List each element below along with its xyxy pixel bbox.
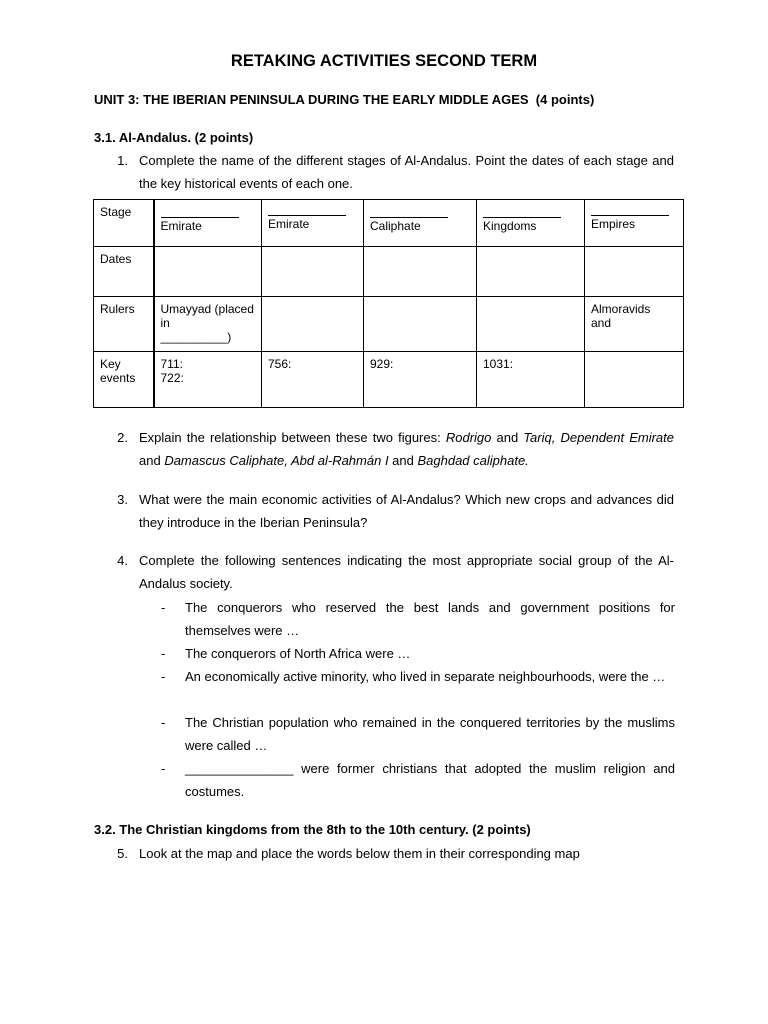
question-2-text [139, 426, 674, 472]
row-label-key-events: Key events [94, 352, 154, 408]
rulers-cell[interactable] [262, 297, 364, 352]
dates-cell[interactable] [585, 247, 684, 297]
q2-rodrigo: Rodrigo [445, 430, 492, 445]
bullet-item: An economically active minority, who lived in separate neighbourhoods, were the … [185, 669, 666, 684]
question-5-text: Look at the map and place the words below them in their corresponding map [139, 846, 580, 861]
stage-cell [262, 200, 364, 247]
event-year: 711: [160, 357, 183, 371]
rulers-cell[interactable] [477, 297, 585, 352]
stages-table [93, 199, 684, 408]
ruler-blank[interactable]: __________ [160, 330, 228, 344]
stage-name: Emirate [268, 217, 310, 231]
section-heading-christian-kingdoms: 3.2. The Christian kingdoms from the 8th to the 10th century. (2 points) [94, 822, 531, 837]
row-label-rulers: Rulers [94, 297, 154, 352]
q2-part: and [491, 430, 524, 445]
blank-line[interactable] [161, 205, 239, 218]
table-row [94, 200, 684, 247]
q2-baghdad: Baghdad caliphate. [417, 453, 529, 468]
question-number: 2. [117, 430, 128, 445]
key-events-cell[interactable] [585, 352, 684, 408]
stage-cell [585, 200, 684, 247]
table-row [94, 297, 684, 352]
ruler-text: Almoravids and [591, 302, 651, 330]
table-row [94, 352, 684, 408]
blank-line[interactable] [591, 205, 669, 216]
dates-cell[interactable] [477, 247, 585, 297]
key-events-cell [154, 352, 262, 408]
stage-name: Kingdoms [483, 219, 537, 233]
bullet-dash: - [161, 761, 166, 776]
event-year: 1031: [483, 357, 514, 371]
key-events-cell [262, 352, 364, 408]
dates-cell[interactable] [364, 247, 477, 297]
dates-cell[interactable] [262, 247, 364, 297]
rulers-cell: Umayyad (placed in __________) [154, 297, 262, 352]
q2-damascus: Damascus Caliphate, Abd al-Rahmán I [164, 453, 389, 468]
event-year: 929: [370, 357, 394, 371]
stage-cell [154, 200, 262, 247]
q2-part: and [388, 453, 418, 468]
ruler-text: Umayyad (placed in [160, 302, 254, 330]
bullet-item: _______________ were former christians that adopted the muslim religion and costumes. [185, 761, 675, 799]
dates-cell[interactable] [154, 247, 262, 297]
question-1-text: Complete the name of the different stages of Al-Andalus. Point the dates of each stage and the key historical events of each one. [139, 153, 674, 191]
stage-name: Emirate [160, 219, 202, 233]
stage-name: Caliphate [370, 219, 421, 233]
bullet-dash: - [161, 669, 166, 684]
stage-cell [477, 200, 585, 247]
bullet-item: The conquerors of North Africa were … [185, 646, 411, 661]
question-4-text: Complete the following sentences indicating the most appropriate social group of the Al-Andalus society. [139, 553, 674, 591]
key-events-cell [364, 352, 477, 408]
question-number: 3. [117, 492, 128, 507]
q2-part: Explain the relationship between these two figures: [139, 430, 446, 445]
bullet-item: The Christian population who remained in the conquered territories by the muslims were called … [185, 715, 675, 753]
bullet-dash: - [161, 600, 166, 615]
question-number: 5. [117, 846, 128, 861]
bullet-dash: - [161, 715, 166, 730]
question-number: 1. [117, 153, 128, 168]
question-3-text: What were the main economic activities of Al-Andalus? Which new crops and advances did they introduce in the Iberian Peninsula? [139, 492, 674, 530]
question-number: 4. [117, 553, 128, 568]
row-label-dates: Dates [94, 247, 154, 297]
q2-tariq: Tariq, Dependent Emirate [523, 430, 674, 445]
bullet-dash: - [161, 646, 166, 661]
q2-part: and [139, 453, 165, 468]
section-heading-al-andalus: 3.1. Al-Andalus. (2 points) [94, 130, 254, 145]
unit-heading: UNIT 3: THE IBERIAN PENINSULA DURING THE EARLY MIDDLE AGES (4 points) [94, 92, 595, 107]
event-year: 722: [160, 371, 184, 385]
blank-line[interactable] [483, 205, 561, 218]
stage-name: Empires [591, 217, 636, 231]
key-events-cell [477, 352, 585, 408]
blank-line[interactable] [268, 205, 346, 216]
row-label-stage: Stage [94, 200, 154, 247]
blank-line[interactable] [370, 205, 448, 218]
stage-cell [364, 200, 477, 247]
bullet-item: The conquerors who reserved the best lands and government positions for themselves were … [185, 600, 675, 638]
event-year: 756: [268, 357, 292, 371]
table-row [94, 247, 684, 297]
rulers-cell[interactable] [364, 297, 477, 352]
rulers-cell [585, 297, 684, 352]
page-title: RETAKING ACTIVITIES SECOND TERM [230, 52, 538, 70]
